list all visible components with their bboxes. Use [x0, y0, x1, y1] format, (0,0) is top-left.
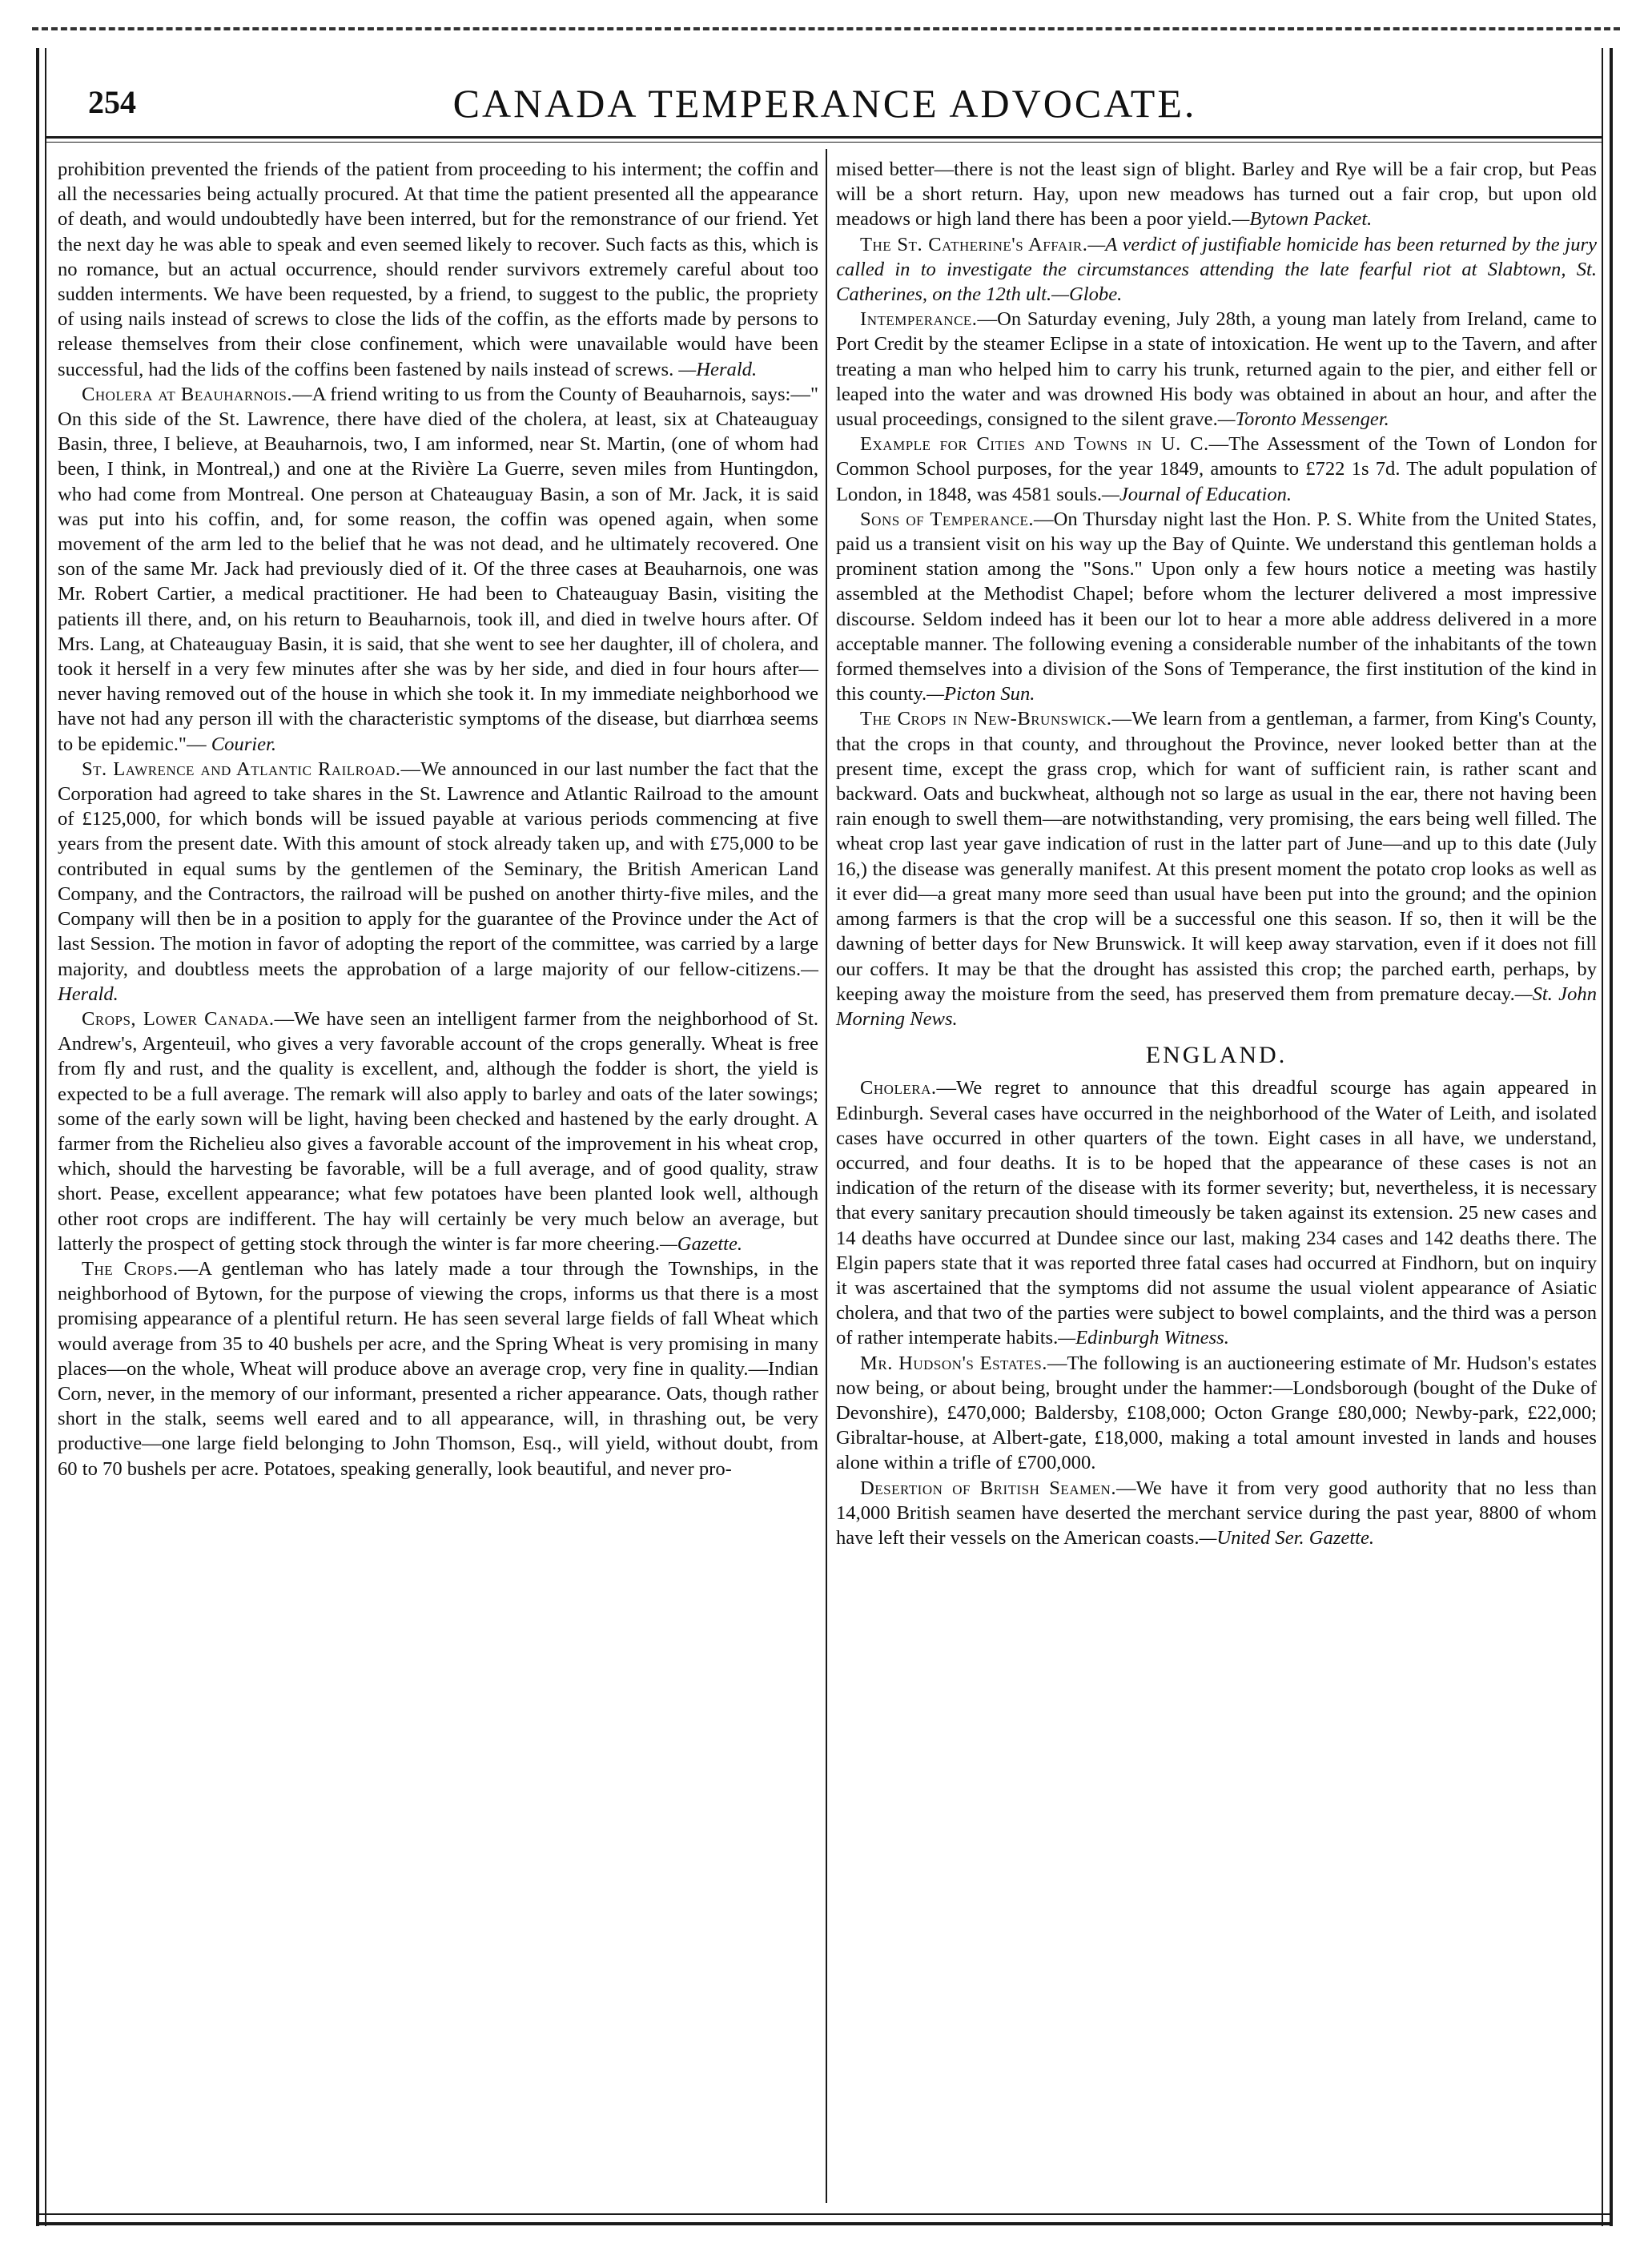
article-heading: St. Lawrence and Atlantic Railroad. [82, 758, 401, 780]
article-heading: Intemperance. [860, 308, 978, 331]
header-thin-rule [45, 142, 1603, 143]
article-source: —Edinburgh Witness. [1058, 1327, 1229, 1349]
article-continuation: mised better—there is not the least sign of blight. Barley and Rye will be a fair crop, but Peas will be a short return. Hay, upon new meadows has turned out a fair crop, but upon old meadows or high land there has been a poor yield.—Bytown Packet. [836, 159, 1597, 231]
top-decorative-rule [32, 27, 1620, 30]
article-heading: Cholera. [860, 1077, 937, 1099]
article-the-crops: The Crops.—A gentleman who has lately made a tour through the Townships, in the neighborhood of Bytown, for the purpose of viewing the crops, informs us that there is a most promising appearance of a plentiful return. He has seen several large fields of fall Wheat which would average from 35 to 40 bushels per acre, and the Spring Wheat is very promising in many places—on the whole, Wheat will produce above an average crop, very fine in quality.—Indian Corn, never, in the memory of our informant, presented a richer appearance. Oats, though rather short in the stalk, seems well eared and to all appearance, will, in thrashing out, be very productive—one large field belonging to John Thomson, Esq., will yield, without doubt, from 60 to 70 bushels per acre. Potatoes, speaking generally, look beautiful, and never pro- [58, 1257, 818, 1480]
article-crops-new-brunswick: The Crops in New-Brunswick.—We learn from a gentleman, a farmer, from King's County, that the crops in that county, and throughout the Province, never looked better than at the present time, except the grass crop, which for want of sufficient rain, is rather scant and backward. Oats and buckwheat, although not so large as usual in the ear, there not having been rain enough to swell them—are notwithstanding, very promising, the ears being well filled. The wheat crop last year gave indication of rust in the latter part of June—and up to this date (July 16,) the disease was generally manifest. At this present moment the potato crop looks as well as it ever did—a great many more seed than usual have been put into the ground; and the opinion among farmers is that the crop will be a successful one this season. If so, then it will be the dawning of better days for New Brunswick. It will keep away starvation, even if it does not fill our coffers. It may be that the drought has assisted this crop; the parched earth, perhaps, by keeping away the moisture from the seed, has preserved them from premature decay.—St. John Morning News. [836, 708, 1597, 1030]
article-source: —Globe. [1051, 283, 1123, 306]
article-heading: The Crops in New-Brunswick. [860, 708, 1112, 730]
page-header [48, 80, 1602, 133]
frame-left-inner-rule [45, 48, 46, 2226]
article-cholera-beauharnois: Cholera at Beauharnois.—A friend writing to us from the County of Beauharnois, says:—" On this side of the St. Lawrence, there have died of the cholera, at least, six at Chateauguay Basin, three, I believe, at Beauharnois, two, I am informed, near St. Martin, (one of whom had been, I think, in Montreal,) and one at the Rivière La Guerre, seven miles from Huntingdon, who had come from Montreal. One person at Chateauguay Basin, a son of Mr. Jack, it is said was put into his coffin, and, for some reason, the coffin was opened again, when some movement of the arm led to the belief that he was not dead, and he ultimately recovered. One son of the same Mr. Jack had previously died of it. Of the three cases at Beauharnois, one was Mr. Robert Cartier, a medical practitioner. He had been to Chateauguay Basin, visiting the patients ill there, and, on his return to Beauharnois, took ill, and died in twelve hours after. Of Mrs. Lang, at Chateauguay Basin, it is said, that she went to see her daughter, ill of cholera, and took it herself in a very few minutes after she was by her side, and died in four hours after—never having removed out of the house in which she took it. In my immediate neighborhood we have not had any person ill with the characteristic symptoms of the disease, but diarrhœa seems to be epidemic."— Courier. [58, 383, 819, 755]
article-source: Courier. [211, 733, 277, 755]
article-hudson-estates: Mr. Hudson's Estates.—The following is an auctioneering estimate of Mr. Hudson's estates now being, or about being, brought under the hammer:—Londsborough (bought of the Duke of Devonshire), £470,000; Baldersby, £108,000; Octon Grange £80,000; Newby-park, £22,000; Gibraltar-house, at Albert-gate, £18,000, making a total amount invested in lands and houses alone within a trifle of £700,000. [836, 1352, 1597, 1474]
article-desertion-seamen: Desertion of British Seamen.—We have it from very good authority that no less than 14,000 British seamen have deserted the merchant service during the past year, 8800 of whom have left their vessels on the American coasts.—United Ser. Gazette. [836, 1477, 1597, 1549]
article-intemperance: Intemperance.—On Saturday evening, July 28th, a young man lately from Ireland, came to Port Credit by the steamer Eclipse in a state of intoxication. He went up to the Tavern, and after treating a man who helped him to carry his trunk, returned again to the pier, and either fell or leaped into the water and was drowned His body was obtained in about an hour, and after the usual proceedings, consigned to the silent grave.—Toronto Messenger. [836, 308, 1597, 431]
article-heading: Example for Cities and Towns in U. C. [860, 433, 1209, 456]
article-crops-lower-canada: Crops, Lower Canada.—We have seen an intelligent farmer from the neighborhood of St. Andrew's, Argenteuil, who gives a very favorable account of the crops generally. Wheat is free from fly and rust, and the quality is excellent, and, although the fodder is short, the yield is expected to be a full average. The remark will also apply to barley and oats of the later sowings; some of the early sown will be light, having been checked and hastened by the early drought. A farmer from the Richelieu also gives a favorable account of the improvement in his wheat crop, which, should the harvesting be favorable, will be a full average, and of good quality, straw short. Pease, excellent appearance; what few potatoes have been planted look well, although other root crops are indifferent. The hay will certainly be very much below an average, but latterly the prospect of getting stock through the winter is far more cheering.—Gazette. [58, 1007, 818, 1255]
article-heading: The St. Catherine's Affair. [860, 233, 1088, 255]
article-heading: Sons of Temperance. [860, 508, 1034, 530]
article-railroad: St. Lawrence and Atlantic Railroad.—We announced in our last number the fact that the Corporation had agreed to take shares in the St. Lawrence and Atlantic Railroad to the amount of £125,000, for which bonds will be issued payable at various periods commencing at five years from the present date. With this amount of stock already taken up, and with £75,000 to be contributed in equal sums by the gentlemen of the Seminary, the British American Land Company, and the Contractors, the railroad will be pushed on another thirty-five miles, and the Company will then be in a position to apply for the guarantee of the Province under the Act of last Session. The motion in favor of adopting the report of the committee, was carried by a large majority, and doubtless meets the approbation of a large majority of our fellow-citizens.—Herald. [58, 758, 818, 1005]
masthead-title: CANADA TEMPERANCE ADVOCATE. [452, 81, 1197, 126]
article-source: —Herald. [678, 358, 758, 380]
header-rule [45, 136, 1603, 139]
frame-bottom-inner-rule [36, 2213, 1613, 2215]
right-column [836, 157, 1597, 1550]
article-source: —Journal of Education. [1102, 483, 1292, 505]
article-source: —United Ser. Gazette. [1199, 1526, 1375, 1549]
frame-right-inner-rule [1602, 48, 1603, 2226]
column-divider [826, 149, 827, 2203]
article-source: —Gazette. [659, 1232, 743, 1255]
frame-right-rule [1610, 48, 1613, 2226]
article-example-cities: Example for Cities and Towns in U. C.—The Assessment of the Town of London for Common School purposes, for the year 1849, amounts to £722 1s 7d. The adult population of London, in 1848, was 4581 souls.—Journal of Education. [836, 433, 1597, 505]
article-heading: The Crops. [82, 1257, 179, 1280]
section-heading-england: ENGLAND. [1145, 1042, 1288, 1069]
article-heading: Crops, Lower Canada. [82, 1007, 275, 1030]
article-paragraph: prohibition prevented the friends of the patient from proceeding to his interment; the coffin and all the necessaries being actually procured. At that time the patient presented all the appearance of death, and would undoubtedly have been interred, but for the remonstrance of our friend. Yet the next day he was able to speak and even seemed likely to recover. Such facts as this, which is no romance, but an actual occurrence, should render survivors extremely careful about too sudden interments. We have been requested, by a friend, to suggest to the public, the propriety of using nails instead of screws to close the lids of the coffin, as the efforts made by persons to release themselves from their close confinement, which were unavailable would have been successful, had the lids of the coffins been fastened by nails instead of screws. —Herald. [58, 159, 818, 380]
article-cholera-england: Cholera.—We regret to announce that this dreadful scourge has again appeared in Edinburgh. Several cases have occurred in the neighborhood of the Water of Leith, and isolated cases have occurred in other quarters of the town. Eight cases in all have, we understand, occurred, and four deaths. It is to be hoped that the appearance of these cases is not an indication of the return of the disease with its former severity; but, nevertheless, it is necessary that every sanitary precaution should timeously be taken against its extension. 25 new cases and 14 deaths have occurred at Dundee since our last, making 234 cases and 142 deaths there. The Elgin papers state that it was reported three fatal cases had occurred at Findhorn, but on inquiry it was ascertained that the symptoms did not assume the usual violent appearance of Asiatic cholera, and that two of the parties were subject to bowel complaints, and the third was a person of rather intemperate habits.—Edinburgh Witness. [836, 1077, 1597, 1349]
article-source: —St. John Morning News. [836, 983, 1597, 1030]
left-column [58, 157, 818, 1481]
page-number: 254 [88, 84, 136, 120]
article-heading: Cholera at Beauharnois. [82, 383, 292, 405]
article-source: —Herald. [58, 958, 818, 1005]
article-source: —Toronto Messenger. [1217, 408, 1389, 431]
article-st-catherines: The St. Catherine's Affair.—A verdict of justifiable homicide has been returned by the jury called in to investigate the circumstances attending the late fearful riot at Slabtown, St. Catherines, on the 12th ult.—Globe. [836, 233, 1597, 306]
article-sons-of-temperance: Sons of Temperance.—On Thursday night last the Hon. P. S. White from the United States, paid us a transient visit on his way up the Bay of Quinte. We understand this gentleman holds a prominent station among the "Sons." Upon only a few hours notice a meeting was hastily assembled at the Methodist Chapel; before whom the lecturer delivered a most impressive discourse. Seldom indeed has it been our lot to hear a more able address delivered in a more acceptable manner. The following evening a considerable number of the inhabitants of the town formed themselves into a division of the Sons of Temperance, the first institution of the kind in this county.—Picton Sun. [836, 508, 1597, 705]
article-heading: Mr. Hudson's Estates. [860, 1352, 1047, 1374]
article-source: —Bytown Packet. [1232, 208, 1373, 231]
frame-left-rule [36, 48, 39, 2226]
article-source: —Picton Sun. [926, 683, 1035, 705]
article-heading: Desertion of British Seamen. [860, 1477, 1116, 1499]
frame-bottom-rule [36, 2222, 1613, 2225]
